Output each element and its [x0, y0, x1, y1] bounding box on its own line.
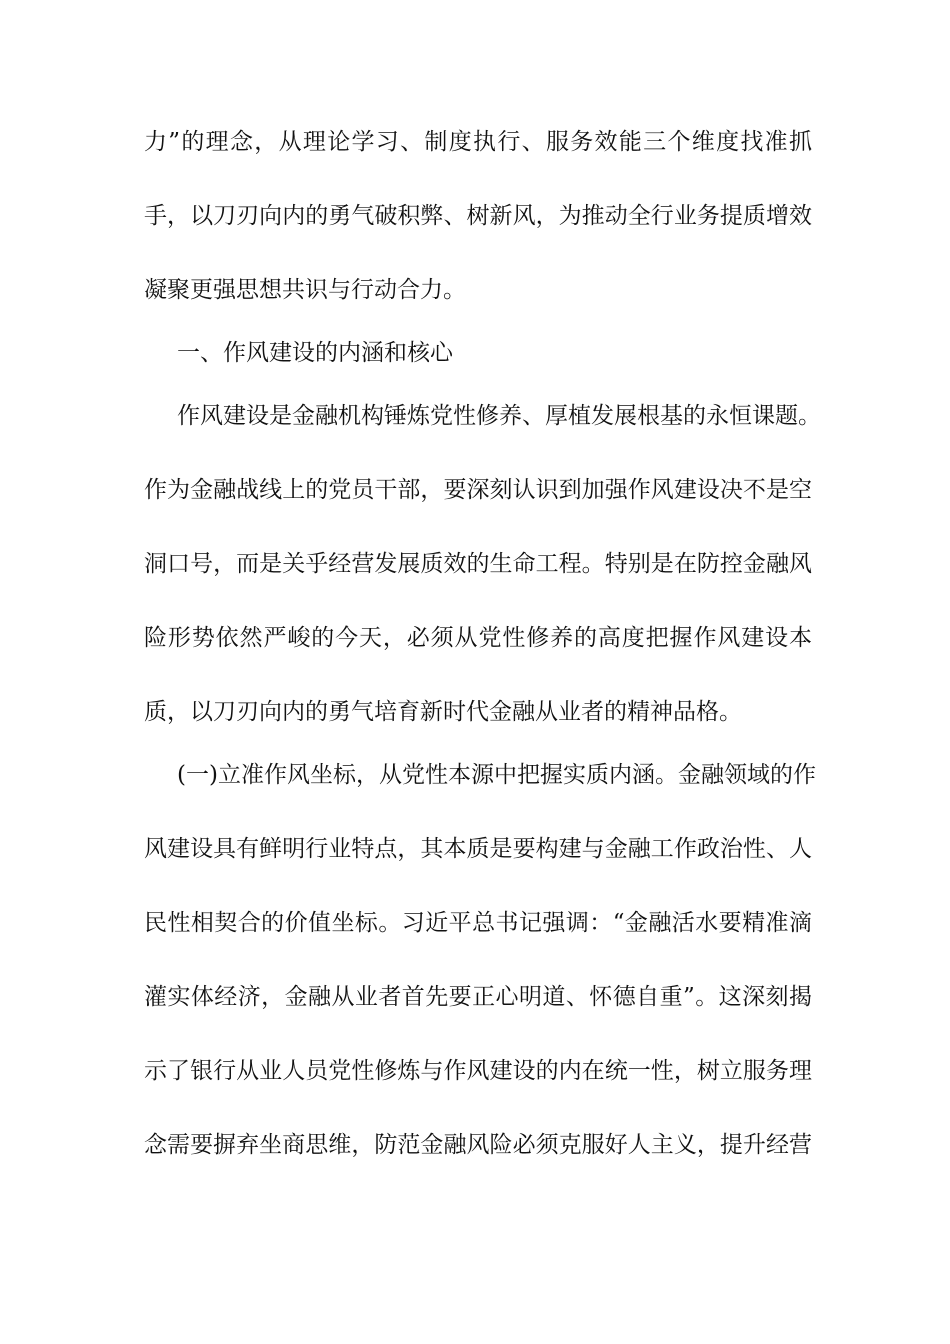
text-line: 灌实体经济，金融从业者首先要正心明道、怀德自重”。这深刻揭 [144, 984, 812, 1010]
text-line: 念需要摒弃坐商思维，防范金融风险必须克服好人主义，提升经营 [144, 1132, 812, 1158]
text-line: 凝聚更强思想共识与行动合力。 [144, 277, 466, 303]
text-line: 风建设具有鲜明行业特点，其本质是要构建与金融工作政治性、人 [144, 836, 812, 862]
text-line: 力”的理念，从理论学习、制度执行、服务效能三个维度找准抓 [144, 129, 812, 155]
subsection-line: (一)立准作风坐标，从党性本源中把握实质内涵。金融领域的作 [177, 762, 816, 788]
section-heading: 一、作风建设的内涵和核心 [177, 340, 453, 366]
text-line: 示了银行从业人员党性修炼与作风建设的内在统一性，树立服务理 [144, 1058, 812, 1084]
text-line: 民性相契合的价值坐标。习近平总书记强调：“金融活水要精准滴 [144, 910, 812, 936]
text-line: 手，以刀刃向内的勇气破积弊、树新风，为推动全行业务提质增效 [144, 203, 812, 229]
text-line: 作风建设是金融机构锤炼党性修养、厚植发展根基的永恒课题。 [177, 403, 821, 429]
text-line: 险形势依然严峻的今天，必须从党性修养的高度把握作风建设本 [144, 625, 812, 651]
text-line: 作为金融战线上的党员干部，要深刻认识到加强作风建设决不是空 [144, 477, 812, 503]
text-line: 洞口号，而是关乎经营发展质效的生命工程。特别是在防控金融风 [144, 551, 812, 577]
text-line: 质，以刀刃向内的勇气培育新时代金融从业者的精神品格。 [144, 699, 742, 725]
